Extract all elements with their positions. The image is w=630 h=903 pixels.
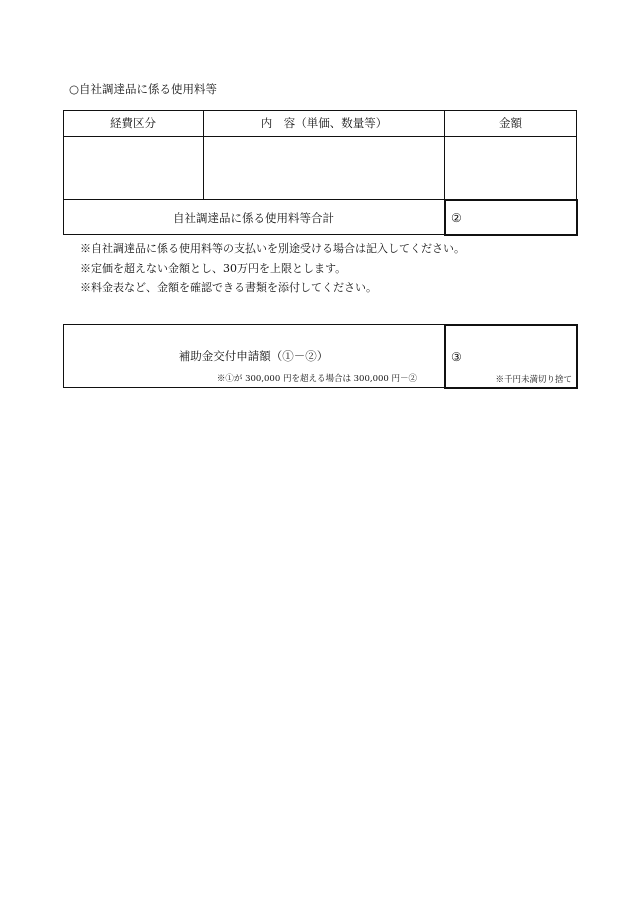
table-border-top bbox=[63, 324, 446, 325]
header-expense-category: 経費区分 bbox=[110, 116, 156, 130]
table-border-bottom bbox=[63, 387, 446, 388]
note-line: ※定価を超えない金額とし、30万円を上限とします。 bbox=[80, 261, 347, 275]
notes bbox=[80, 239, 465, 298]
usage-fee-table bbox=[63, 110, 577, 235]
amount-cell[interactable] bbox=[445, 137, 576, 199]
total-label: 自社調達品に係る使用料等合計 bbox=[173, 210, 334, 225]
grant-amount-label: 補助金交付申請額（①－②） bbox=[178, 349, 329, 363]
grant-amount-marker: ③ bbox=[451, 350, 462, 364]
total-amount-field[interactable] bbox=[444, 199, 578, 236]
grant-amount-note: ※①が 300,000 円を超える場合は 300,000 円－② bbox=[216, 374, 417, 384]
header-amount: 金額 bbox=[499, 116, 522, 130]
grant-amount-table bbox=[63, 324, 577, 388]
expense-category-cell[interactable] bbox=[64, 137, 203, 199]
header-content: 内 容（単価、数量等） bbox=[260, 116, 388, 130]
section-title: ○自社調達品に係る使用料等 bbox=[69, 82, 218, 96]
grant-amount-field[interactable] bbox=[444, 324, 578, 389]
total-marker: ② bbox=[451, 210, 462, 225]
rounding-note: ※千円未満切り捨て bbox=[495, 375, 572, 385]
content-cell[interactable] bbox=[204, 137, 444, 199]
note-line: ※自社調達品に係る使用料等の支払いを別途受ける場合は記入してください。 bbox=[80, 242, 465, 255]
table-border-right bbox=[576, 110, 577, 200]
note-line: ※料金表など、金額を確認できる書類を添付してください。 bbox=[80, 281, 377, 294]
